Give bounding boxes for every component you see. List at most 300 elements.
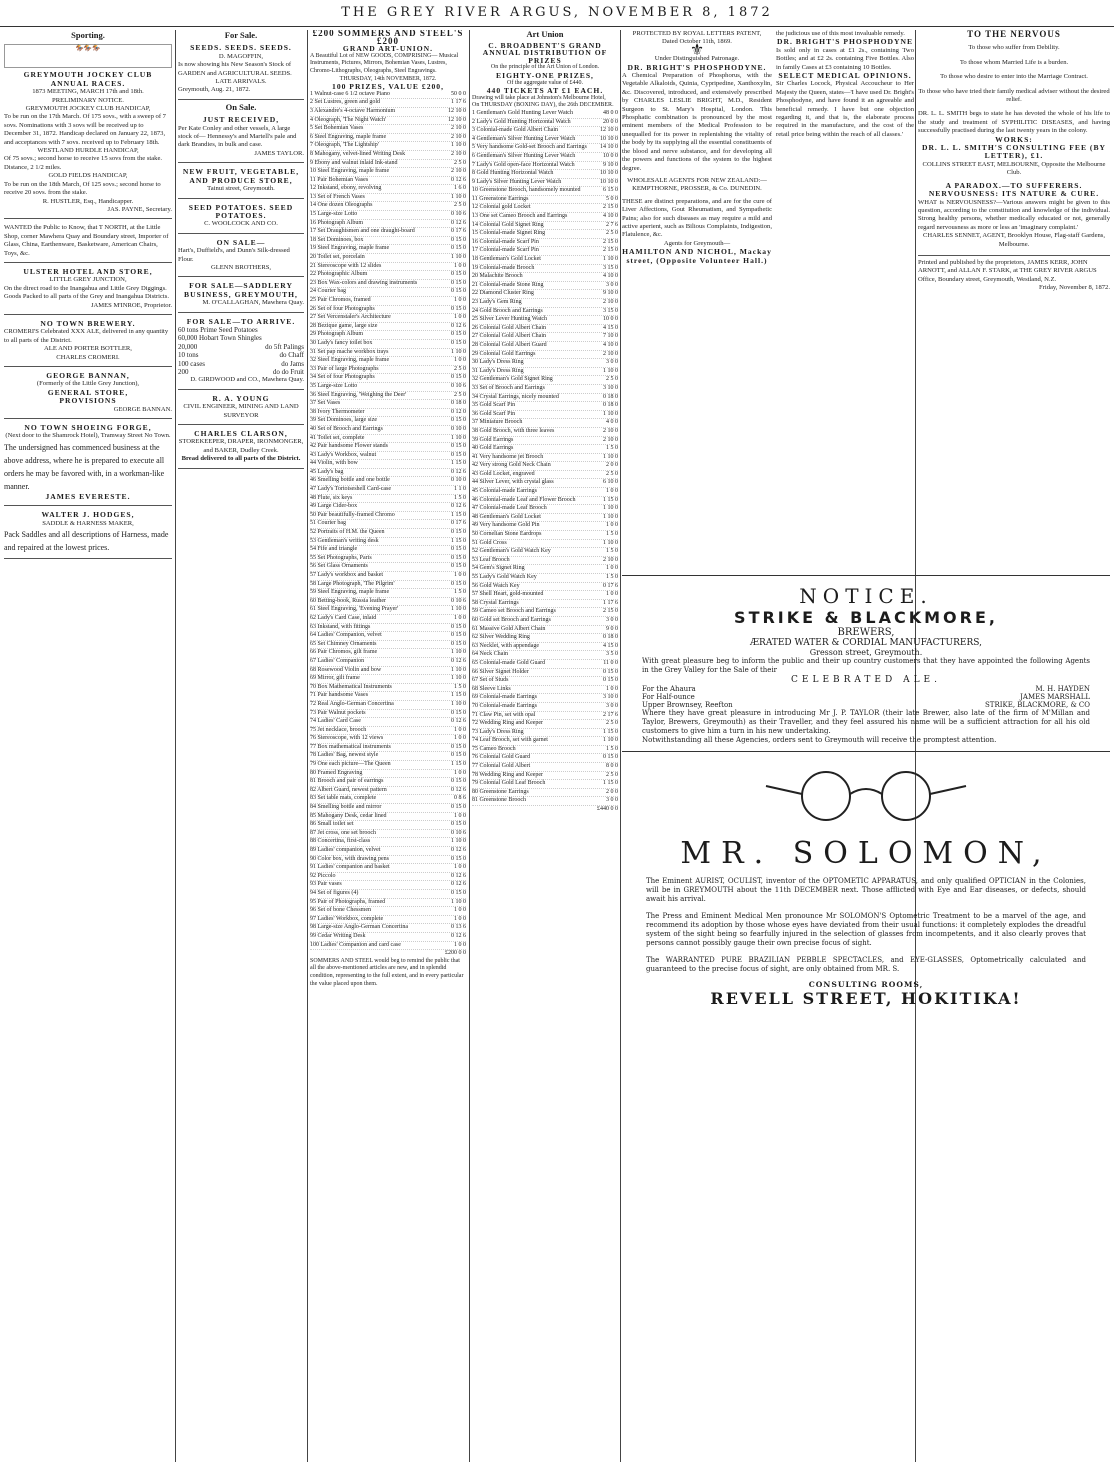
potatoes-name: C. WOOLCOCK AND CO. [204,220,278,228]
prize-value: 0 12 6 [451,176,466,183]
prize-name: 32 Steel Engraving, maple frame [310,357,390,364]
prize-name: 86 Small toilet set [310,821,354,828]
prize-value: 1 10 0 [603,505,618,512]
prize-name: 18 Gentleman's Gold Locket [472,256,541,263]
saddlery-owner: M. O'CALLAGHAN, Mawhera Quay. [202,299,304,307]
prize-row [472,565,618,574]
smith-addr: COLLINS STREET EAST, MELBOURNE, Opposite the Melbourne Club. [922,160,1106,177]
prize-value: 1 15 0 [451,460,466,467]
prize-row [472,488,618,497]
prize-value: 0 15 0 [451,451,466,458]
strike-body: Where they have great pleasure in introducing Mr J. P. TAYLOR (their late Brewer, also late of the firm of M'Millan and Taylor, Brewers, Greymouth) as their Traveller, and they feel assured his name will be a sufficient attraction for all his old customers to give him a turn in his new undertaking. [642,709,1090,735]
arrive-row: 20,000 do 5ft Palings [178,342,304,351]
prize-name: 55 Set Photographs, Paris [310,554,372,561]
masthead [0,0,1114,27]
prize-name: 23 Lady's Gem Ring [472,299,522,305]
prize-value: 1 10 0 [451,254,466,261]
prize-row [310,151,466,160]
prize-value: 0 15 0 [451,640,466,647]
prize-name: 94 Set of figures (4) [310,889,359,896]
prize-value: 1 10 0 [451,434,466,441]
prize-name: 17 Colonial-made Scarf Pin [472,247,539,254]
prize-name: 13 Set of French Vases [310,193,365,200]
prize-row [472,110,618,119]
prize-value: 1 0 0 [454,941,466,948]
prize-value: 1 10 0 [603,513,618,520]
prize-name: 44 Violin, with bow [310,460,358,467]
prize-row [472,703,618,712]
prize-value: 0 15 0 [451,752,466,759]
prize-name: 80 Greenstone Earrings [472,788,529,795]
prize-value: 1 10 0 [603,737,618,744]
prize-name: 3 Alexandre's 4-octave Harmonium [310,107,396,114]
received-owner: JAMES TAYLOR. [254,149,304,157]
prize-name: 35 Gold Scarf Pin [472,402,516,409]
prize-row [310,220,466,229]
prize-name: 2 Set Lustres, green and gold [310,99,380,106]
prize-value: 2 5 0 [606,376,618,383]
prize-value: 4 15 0 [603,324,618,331]
prize-row [310,752,466,761]
prize-name: 37 Set Vases [310,400,341,407]
paradox-body: WHAT is NERVOUSNESS?—Various answers might be given to this question, according to the constitution and knowledge of the individual. Strong healthy persons, whether medically educated or not, generally regard nervousness as more or less an 'imaginary complaint.' [918,198,1110,231]
prize-row [472,119,618,128]
prize-value: 0 15 0 [451,855,466,862]
prize-name: 8 Gold Hunting Horizontal Watch [472,170,554,177]
prize-row [310,847,466,856]
bannan-owner: GEORGE BANNAN. [113,405,172,413]
received-title: JUST RECEIVED, [202,115,280,125]
prize-value: 0 15 0 [451,889,466,896]
prize-row [472,462,618,471]
prize-value: 3 0 0 [606,702,618,709]
prize-name: 20 Toilet set, porcelain [310,254,365,261]
prize-name: 56 Set Glass Ornaments [310,563,368,570]
clarson-ad [178,428,304,469]
forge-owner: JAMES EVERESTE. [45,491,131,501]
prize-value: 1 0 0 [454,735,466,742]
prize-value: 0 13 6 [451,924,466,931]
smith-body: DR. L. L. SMITH begs to state he has devoted the whole of his life to the study and treatment of SYPHILITIC DISEASES, and having successfully practised during the last twenty years in the colony. [918,110,1110,135]
prize-name: 33 Pair of large Photographs [310,365,379,372]
prize-value: 3 0 0 [606,359,618,366]
prize-row [472,247,618,256]
prize-value: 1 5 0 [454,589,466,596]
clarson-foot: Bread delivered to all parts of the District. [181,455,301,463]
prize-value: 2 5 0 [454,159,466,166]
prize-name: 21 Colonial-made Stone Ring [472,281,544,288]
prize-name: 14 One dozen Oleographs [310,202,373,209]
broadbent-tickets: 440 TICKETS AT £1 EACH. [486,86,604,96]
prize-value: 0 15 0 [451,554,466,561]
prize-value: 2 5 0 [454,202,466,209]
prize-row [310,357,466,366]
prize-row [472,531,618,540]
arrive-row: 60,000 Hobart Town Shingles [178,334,262,343]
prize-value: 0 12 6 [451,847,466,853]
prize-row [310,881,466,890]
prize-row [310,452,466,461]
prize-name: 30 Lady's Dress Ring [472,359,524,366]
prize-value: 2 10 0 [603,556,618,563]
artunion-total: £200 0 0 [445,950,466,957]
arrive-row: 100 cases do Jams [178,359,304,368]
brewery-sub: ALE AND PORTER BOTTLER, [44,345,132,353]
solomon-rooms: CONSULTING ROOMS, [808,980,924,989]
prize-value: 0 15 0 [451,804,466,811]
artunion-title: £200 SOMMERS AND STEEL'S £200 [312,30,464,46]
prize-name: 99 Cedar Writing Desk [310,932,366,939]
prize-value: 1 10 0 [603,367,618,374]
spectacles-icon [622,766,1110,830]
column-1 [4,30,172,1462]
prize-value: 2 5 0 [606,230,618,237]
prize-row [472,394,618,403]
prize-row [472,660,618,669]
prize-name: 68 Rosewood Violin and bow [310,666,382,673]
prize-row [472,230,618,239]
prize-name: 37 Miniature Brooch [472,419,523,426]
hodges-ad [4,509,172,559]
prize-value: 5 0 0 [606,195,618,202]
prize-value: 1 15 0 [603,496,618,503]
prize-value: 1 15 0 [603,780,618,787]
prize-name: 42 Pair handsome Flower stands [310,443,388,450]
fruit-sub: Tainui street, Greymouth. [207,185,275,193]
onsale2-ad [178,237,304,278]
column-6 [776,30,914,570]
prize-value: 12 10 0 [600,127,618,134]
opinions-body: Sir Charles Locock, Physical Accoucheur to Her Majesty the Queen, states—'I have used Dr. Bright's Phosphodyne, and have found it an agreeable and beneficial remedy. I have but one objection regarding it, and that is, the elaborate process required in the manufacture, and the cost of the retail price being within the reach of all classes.' [776,80,914,138]
prize-name: 30 Lady's fancy toilet box [310,339,373,346]
prize-value: 12 10 0 [448,116,466,123]
prize-row [472,290,618,299]
prize-value: 12 10 0 [448,107,466,114]
prize-value: 10 0 0 [603,316,618,323]
prize-name: 27 Set Vercenstaler's Architecture [310,314,391,321]
prize-name: 41 Toilet set, complete [310,434,365,441]
prize-row [472,540,618,549]
fruit-title: NEW FRUIT, VEGETABLE, AND PRODUCE STORE, [182,167,300,185]
prize-value: 0 15 0 [451,245,466,252]
prize-row [472,591,618,600]
prize-value: 2 10 0 [603,436,618,443]
prize-row [310,392,466,401]
broadbent-total: £440 0 0 [597,806,618,813]
prize-row [310,503,466,512]
prize-row [310,469,466,478]
horse-race-illustration: 🏇🏇🏇 [4,44,172,68]
prize-name: 10 Steel Engraving, maple frame [310,168,390,175]
prize-row [472,583,618,592]
agent-row: Upper Brownsey, Reefton STRIKE, BLACKMORE, & CO [642,701,1090,709]
prize-row [472,196,618,205]
prize-value: 2 15 0 [603,238,618,245]
printer-imprint: Printed and published by the proprietors, JAMES KERR, JOHN ARNOTT, and ALLAN F. STARK, at THE GREY RIVER ARGUS Office, Boundary street, Greymouth, Westland, N.Z. [918,255,1110,284]
prize-row [472,222,618,231]
prize-name: 56 Gold Watch Key [472,582,520,589]
prize-value: 0 15 0 [451,546,466,553]
prize-row [472,213,618,222]
prize-row [310,924,466,933]
prize-row [310,512,466,521]
prize-value: 0 15 0 [451,529,466,536]
prize-value: 0 12 0 [451,408,466,415]
gold-body: To be run on the 18th March, Of 125 sovs.; second horse to receive 20 sovs. from the stake. [4,180,161,197]
arrive-owner: D. GIRDWOOD and CO., Mawhera Quay. [190,376,304,384]
prize-value: 0 15 0 [451,778,466,785]
imprint-date: Friday, November 8, 1872. [1039,284,1110,292]
prize-value: 0 18 0 [603,634,618,641]
prize-value: 9 0 0 [606,625,618,632]
jockey-title: GREYMOUTH JOCKEY CLUB ANNUAL RACES. [23,70,153,88]
hodges-sub: SADDLE & HARNESS MAKER, [42,519,134,527]
prize-row [472,351,618,360]
prize-row [310,787,466,796]
prize-name: 45 Colonial-made Earrings [472,488,537,495]
prize-value: 1 10 0 [451,838,466,845]
phosphodyne-title: DR. BRIGHT'S PHOSPHODYNE. [627,62,767,72]
prize-value: 1 10 0 [603,410,618,417]
prize-value: 20 0 0 [603,118,618,125]
prize-name: 29 Colonial Gold Earrings [472,350,536,357]
strike-notice [622,575,1110,752]
solomon-street: REVELL STREET, HOKITIKA! [710,989,1022,1008]
prize-value: 0 10 6 [451,829,466,836]
prize-row [472,651,618,660]
prize-name: 59 Cameo set Brooch and Earrings [472,608,556,615]
prize-value: 0 10 6 [451,597,466,604]
prize-name: 51 Gold Cross [472,539,507,546]
prize-name: 49 Very handsome Gold Pin [472,522,540,529]
prize-row [310,297,466,306]
prize-value: 1 10 0 [451,700,466,707]
broadbent-date: On THURSDAY (BOXING DAY), the 26th DECEMBER. [472,102,614,109]
smith-fee: DR. L. L. SMITH'S CONSULTING FEE (BY LETTER), £1. [921,143,1107,161]
prize-row [310,727,466,736]
prize-value: 0 12 6 [451,219,466,226]
prize-name: 36 Steel Engraving, 'Weighing the Deer' [310,391,407,398]
prize-row [472,608,618,617]
prize-value: 4 10 0 [603,341,618,348]
masthead-title: THE GREY RIVER ARGUS, NOVEMBER 8, 1872 [341,5,773,20]
prize-row [472,600,618,609]
prize-value: 0 15 0 [451,821,466,828]
broadbent-prizes: EIGHTY-ONE PRIZES, [496,70,594,80]
prize-name: 53 Leaf Brooch [472,556,510,563]
prize-name: 34 Crystal Earrings, nicely mounted [472,393,559,400]
prize-name: 80 Framed Engraving [310,769,363,776]
prize-value: 1 5 0 [606,574,618,580]
prize-value: 1 0 0 [606,522,618,529]
prize-name: 55 Lady's Gold Watch Key [472,574,537,580]
prize-value: 14 10 0 [600,144,618,151]
prize-row [310,254,466,263]
prize-row [472,780,618,789]
agent-row: For Half-ounce JAMES MARSHALL [642,693,1090,701]
prize-row [472,282,618,291]
prize-row [310,899,466,908]
handicapper: R. HUSTLER, Esq., Handicapper. [42,197,134,205]
prize-row [310,692,466,701]
prize-name: 44 Silver Lever, with crystal glass [472,479,554,486]
prize-value: 0 10 0 [451,425,466,432]
prize-name: 85 Mahogany Desk, cedar lined [310,812,387,819]
prize-value: 1 5 0 [454,683,466,690]
artunion-date: THURSDAY, 14th NOVEMBER, 1872. [339,75,437,82]
prize-name: 14 Colonial Gold Signet Ring [472,221,544,228]
prize-row [310,280,466,289]
prize-name: 78 Wedding Ring and Keeper [472,771,544,778]
prize-name: 54 Fife and triangle [310,546,358,553]
solomon-title: MR. SOLOMON, [680,836,1052,871]
westland-title: WESTLAND HURDLE HANDICAP, [37,147,139,155]
clarson-sub: STOREKEEPER, DRAPER, IRONMONGER, and BAKER, Dudley Creek. [178,438,304,454]
prize-row [472,333,618,342]
prize-name: 21 Stereoscope with 12 slides [310,262,382,269]
prize-row [310,581,466,590]
prize-row [472,153,618,162]
prize-row [310,907,466,916]
prize-row [310,168,466,177]
prize-row [310,615,466,624]
received-body: Per Kate Conley and other vessels, A large stock of— Hennessy's and Martell's pale and dark Brandies, in bulk and case. [178,124,297,149]
column-rule [307,30,308,1462]
prize-value: 0 10 6 [451,211,466,218]
prize-name: 90 Color box, with drawing pens [310,855,389,862]
prize-value: 1 15 0 [451,511,466,518]
nervous-line: To those who desire to enter into the Marriage Contract. [940,73,1088,81]
prize-value: 0 12 6 [451,881,466,888]
prize-row [472,437,618,446]
prize-name: 77 Colonial Gold Albert [472,763,531,770]
prize-row [310,108,466,117]
strike-addr: Gresson street, Greymouth. [809,648,923,657]
prize-row [472,454,618,463]
gold-title: GOLD FIELDS HANDICAP, [48,172,128,180]
prize-name: 11 Pair Bohemian Vases [310,176,369,183]
column-rule [469,30,470,1462]
kempthorne: KEMPTHORNE, PROSSER, & Co. DUNEDIN. [632,185,762,193]
royal-crest-icon: ⚜ [689,41,705,59]
prize-name: 69 Colonial-made Earrings [472,694,537,701]
nervous-title: TO THE NERVOUS [967,30,1061,39]
arrive-row: 10 tons do Chaff [178,351,304,360]
prize-value: 0 12 6 [451,932,466,939]
prize-name: 74 Ladies' Card Case [310,718,361,725]
clarson-title: CHARLES CLARSON, [194,429,288,439]
bannan-store: GENERAL STORE, [47,387,129,397]
prize-value: 2 5 0 [606,470,618,477]
prize-row [310,288,466,297]
prize-row [472,729,618,738]
prize-name: 41 Very handsome jet Brooch [472,453,544,460]
phosphodyne-price: Is sold only in cases at £1 2s., containing Two Bottles; and at £2 2s. containing Five Bottles. Also in family Cases at £3 containing 10 Bottles. [776,46,914,71]
prize-name: 67 Set of Studs [472,677,509,684]
prize-row [310,778,466,787]
prize-row [310,890,466,899]
prize-value: 1 0 0 [606,565,618,572]
prize-name: 47 Lady's Tortoiseshell Card-case [310,486,392,493]
ulster-ad [4,266,172,315]
prize-name: 39 Set Dominoes, large size [310,417,378,424]
hodges-title: WALTER J. HODGES, [41,510,135,520]
prize-row [310,160,466,169]
prize-name: 73 Lady's Dress Ring [472,728,524,735]
prize-name: 3 Colonial-made Gold Albert Chain [472,127,558,134]
strike-brewers: BREWERS, [837,627,895,638]
prize-name: 71 Pair handsome Vases [310,692,369,699]
bannan-ad [4,370,172,419]
prize-value: 1 5 0 [606,531,618,538]
prize-name: 24 Courier bag [310,288,346,295]
prize-value: 0 15 0 [603,668,618,675]
prize-value: 4 0 0 [606,419,618,426]
prize-name: 28 Bezique game, large size [310,322,378,329]
nervous-line: To those who have tried their family medical adviser without the desired relief. [918,87,1110,104]
prize-value: 2 10 0 [603,427,618,434]
strike-agents [622,685,1110,709]
prize-row [472,368,618,377]
prize-row [472,634,618,643]
prize-row [472,162,618,171]
prize-row [472,626,618,635]
prize-row [472,694,618,703]
bannan-sub: (Formerly of the Little Grey Junction), [36,380,140,388]
prize-value: 9 10 0 [603,290,618,297]
prize-value: 3 10 0 [603,694,618,701]
prize-row [472,342,618,351]
prize-row [472,797,618,806]
prize-name: 64 Neck Chain [472,651,508,658]
prize-value: 0 12 6 [451,718,466,725]
prize-name: 72 Real Anglo-German Concertina [310,700,394,707]
prize-row [310,409,466,418]
prize-value: 1 0 0 [454,262,466,269]
prize-row [310,589,466,598]
prize-row [472,522,618,531]
patron-text: Under Distinguished Patronage. [654,55,740,63]
brewery-title: NO TOWN BREWERY. [40,318,136,328]
forge-title: NO TOWN SHOEING FORGE, [24,423,152,433]
prize-row [310,520,466,529]
column-rule [620,30,621,1462]
broadbent-title: C. BROADBENT'S GRAND ANNUAL DISTRIBUTION OF PRIZES [482,40,608,65]
prize-name: 15 Large-size Lotto [310,211,358,218]
hamilton-nichol: HAMILTON AND NICHOL, Mackay street, (Opposite Volunteer Hall.) [622,247,772,265]
ulster-title: ULSTER HOTEL AND STORE, [23,266,153,276]
prize-name: 79 Colonial Gold Leaf Brooch [472,780,546,787]
prize-row [310,546,466,555]
prize-value: 0 18 0 [603,402,618,409]
prize-value: 0 15 0 [451,743,466,750]
prize-value: 2 10 0 [603,299,618,305]
young-ad [178,393,304,425]
prize-value: 2 15 0 [603,204,618,211]
strike-intro: With great pleasure beg to inform the public and their up country customers that they have appointed the following Agents in the Grey Valley for the Sale of their [642,657,1090,674]
prize-name: 100 Ladies' Companion and card case [310,941,401,948]
prize-name: 97 Ladies' Workbox, complete [310,915,384,922]
prize-row [310,374,466,383]
prize-row [310,426,466,435]
prize-name: 62 Silver Wedding Ring [472,634,530,641]
prize-row [310,117,466,126]
prize-value: 1 10 0 [451,898,466,905]
young-title: R. A. YOUNG [212,393,270,403]
prize-value: 0 18 0 [451,400,466,407]
prize-row [310,349,466,358]
prize-name: 62 Lady's Card Case, inlaid [310,614,377,621]
